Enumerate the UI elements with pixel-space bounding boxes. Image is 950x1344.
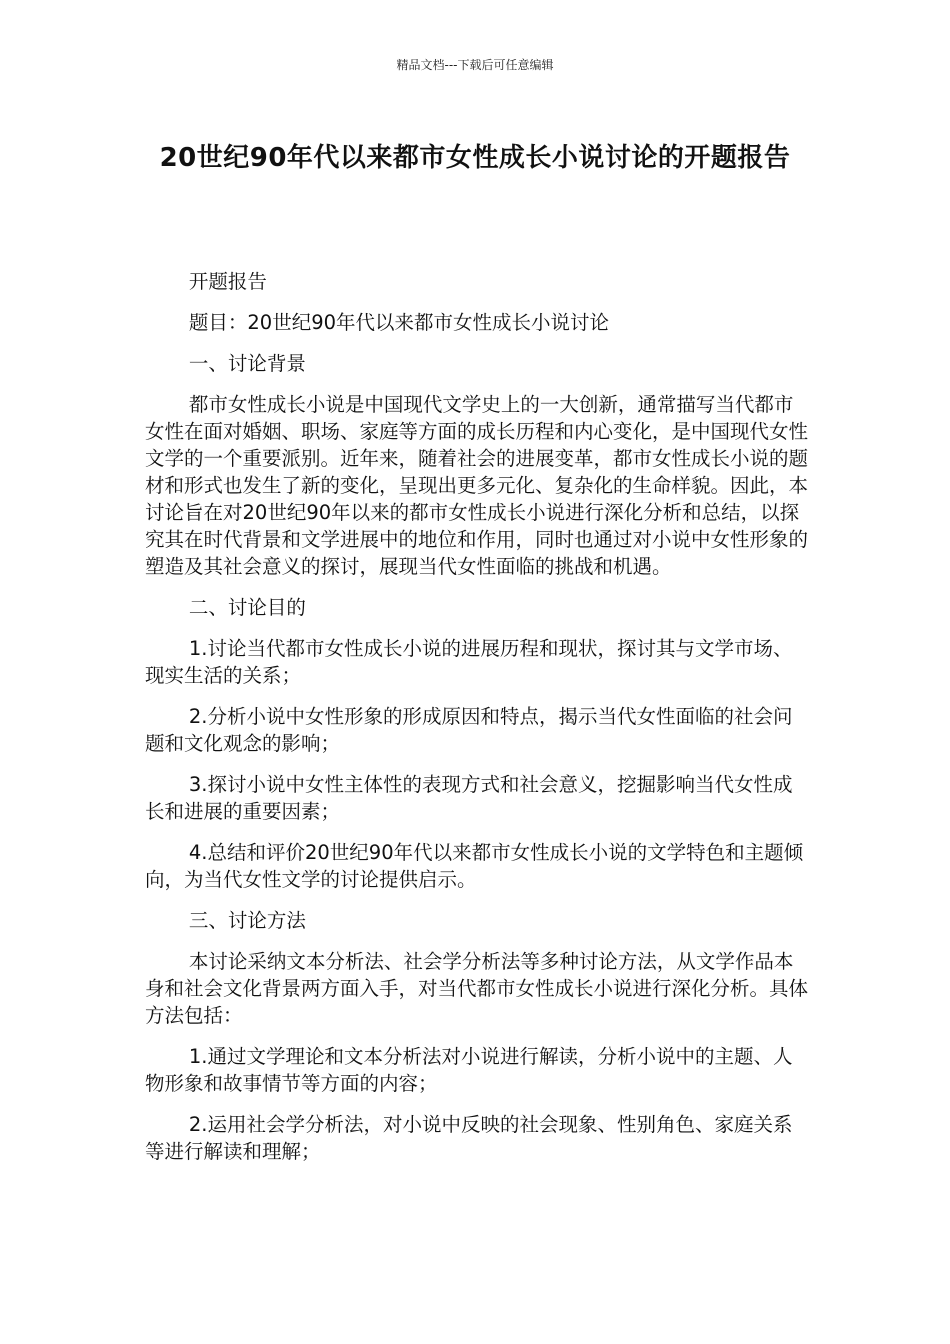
heading-method: 三、讨论方法	[188, 909, 306, 932]
purpose-item: 4.总结和评价20世纪90年代以来都市女性成长小说的文学特色和主题倾向，为当代女性文学的讨论提供启示。	[145, 841, 804, 891]
paragraph-report-label: 开题报告	[188, 270, 267, 293]
document-title: 20世纪90年代以来都市女性成长小说讨论的开题报告	[159, 143, 791, 173]
heading-purpose: 二、讨论目的	[188, 596, 306, 619]
heading-background: 一、讨论背景	[188, 352, 306, 375]
header-note: 精品文档---下载后可任意编辑	[396, 58, 554, 72]
purpose-item: 1.讨论当代都市女性成长小说的进展历程和现状，探讨其与文学市场、现实生活的关系；	[145, 637, 793, 687]
purpose-item: 2.分析小说中女性形象的形成原因和特点，揭示当代女性面临的社会问题和文化观念的影响；	[145, 705, 793, 755]
document-body	[145, 268, 810, 1179]
purpose-item: 3.探讨小说中女性主体性的表现方式和社会意义，挖掘影响当代女性成长和进展的重要因素；	[145, 773, 793, 823]
paragraph-background: 都市女性成长小说是中国现代文学史上的一大创新，通常描写当代都市女性在面对婚姻、职场、家庭等方面的成长历程和内心变化，是中国现代女性文学的一个重要派别。近年来，随着社会的进展变革，都市女性成长小说的题材和形式也发生了新的变化，呈现出更多元化、复杂化的生命样貌。因此，本讨论旨在对20世纪90年以来的都市女性成长小说进行深化分析和总结，以探究其在时代背景和文学进展中的地位和作用，同时也通过对小说中女性形象的塑造及其社会意义的探讨，展现当代女性面临的挑战和机遇。	[145, 393, 809, 578]
method-item: 1.通过文学理论和文本分析法对小说进行解读，分析小说中的主题、人物形象和故事情节等方面的内容；	[145, 1045, 793, 1095]
paragraph-topic: 题目：20世纪90年代以来都市女性成长小说讨论	[188, 311, 610, 334]
method-item: 2.运用社会学分析法，对小说中反映的社会现象、性别角色、家庭关系等进行解读和理解；	[145, 1113, 793, 1163]
paragraph-method-intro: 本讨论采纳文本分析法、社会学分析法等多种讨论方法，从文学作品本身和社会文化背景两方面入手，对当代都市女性成长小说进行深化分析。具体方法包括：	[145, 950, 809, 1027]
